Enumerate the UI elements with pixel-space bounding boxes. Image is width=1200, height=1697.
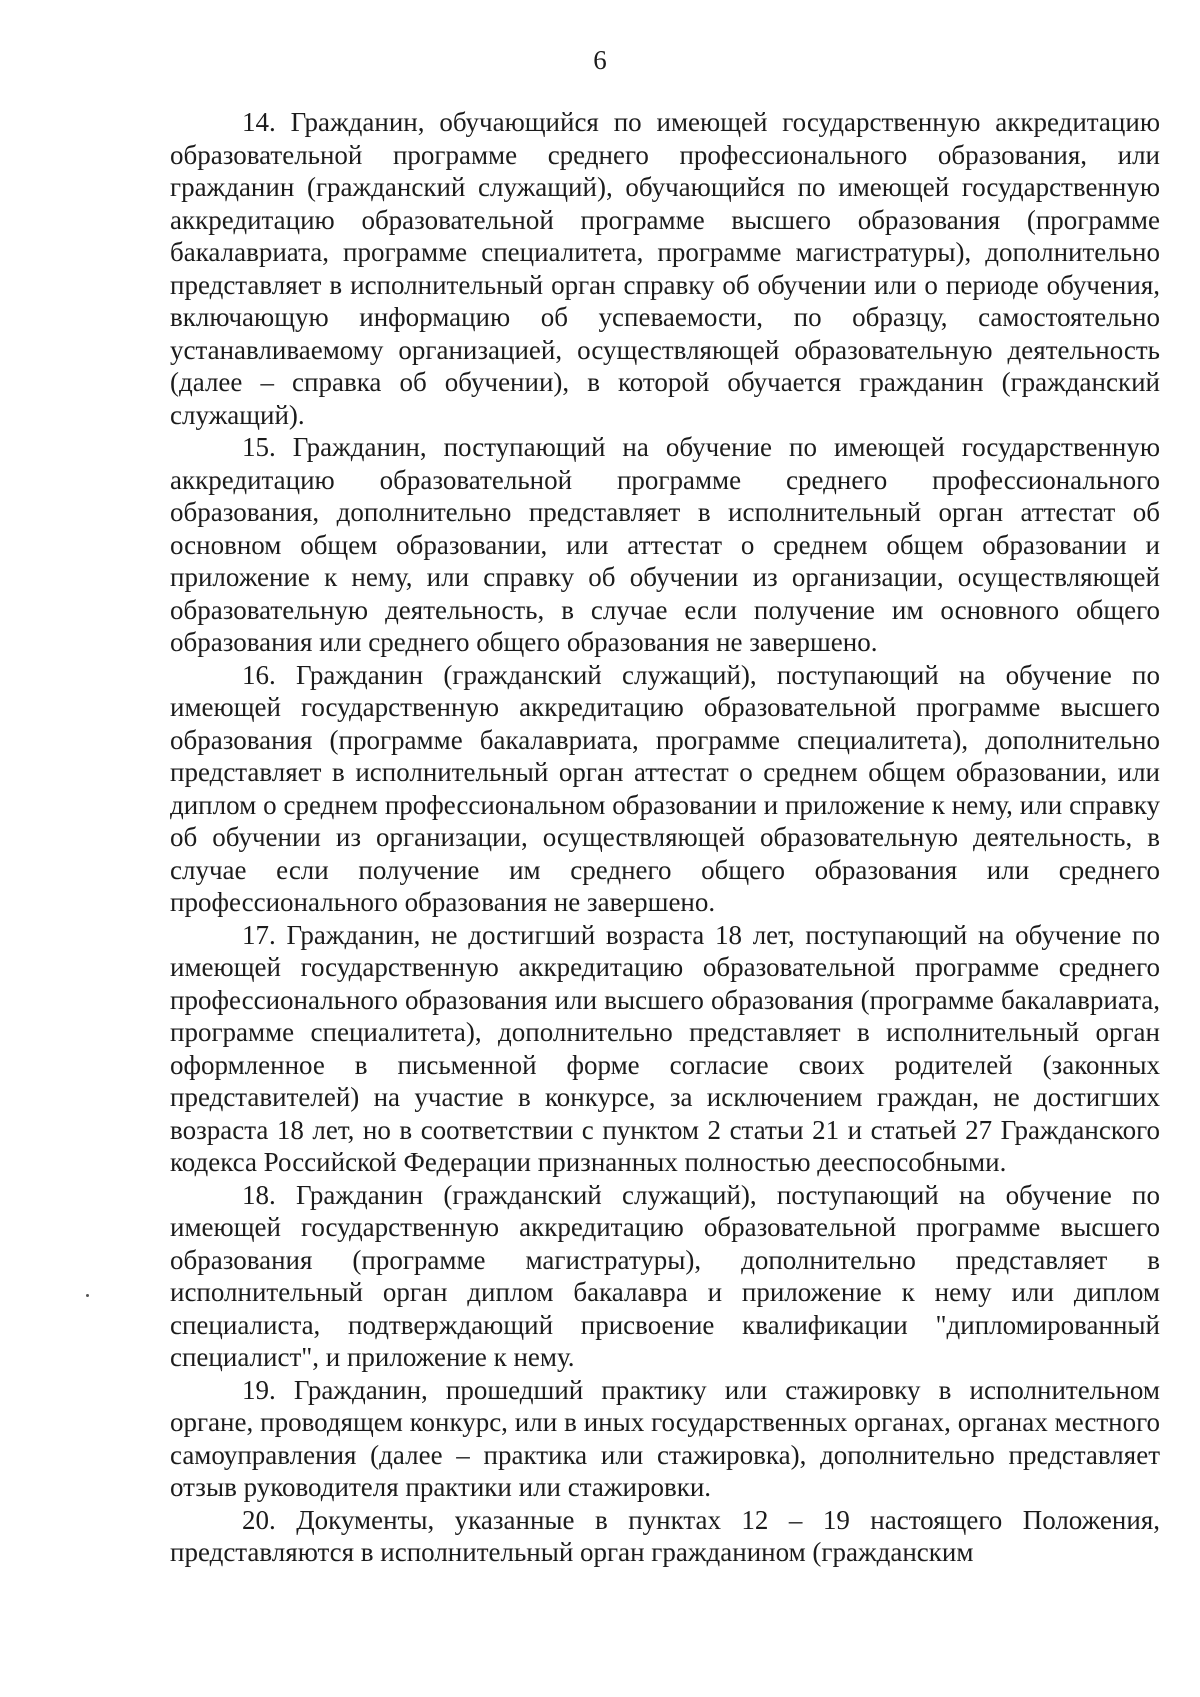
paragraph-17: 17. Гражданин, не достигший возраста 18 лет, поступающий на обучение по имеющей государственную аккредитацию образовательной программе среднего профессионального образования или высшего образования (программе бакалавриата, программе специалитета), дополнительно представляет в исполнительный орган оформленное в письменной форме согласие своих родителей (законных представителей) на участие в конкурсе, за исключением граждан, не достигших возраста 18 лет, но в соответствии с пунктом 2 статьи 21 и статьей 27 Гражданского кодекса Российской Федерации признанных полностью дееспособными. (170, 919, 1160, 1177)
paragraph-14: 14. Гражданин, обучающийся по имеющей государственную аккредитацию образовательной программе среднего профессионального образования, или гражданин (гражданский служащий), обучающийся по имеющей государственную аккредитацию образовательной программе высшего образования (программе бакалавриата, программе специалитета, программе магистратуры), дополнительно представляет в исполнительный орган справку об обучении или о периоде обучения, включающую информацию об успеваемости, по образцу, самостоятельно устанавливаемому организацией, осуществляющей образовательную деятельность (далее – справка об обучении), в которой обучается гражданин (гражданский служащий). (170, 107, 1160, 430)
scan-artifact-dot (86, 1294, 89, 1297)
paragraph-19: 19. Гражданин, прошедший практику или стажировку в исполнительном органе, проводящем конкурс, или в иных государственных органах, органах местного самоуправления (далее – практика или стажировка), дополнительно представляет отзыв руководителя практики или стажировки. (170, 1374, 1160, 1502)
paragraph-20: 20. Документы, указанные в пунктах 12 – 19 настоящего Положения, представляются в исполнительный орган гражданином (гражданским (170, 1504, 1160, 1567)
page-number: 6 (593, 45, 607, 75)
paragraph-15: 15. Гражданин, поступающий на обучение по имеющей государственную аккредитацию образовательной программе среднего профессионального образования, дополнительно представляет в исполнительный орган аттестат об основном общем образовании, или аттестат о среднем общем образовании и приложение к нему, или справку об обучении из организации, осуществляющей образовательную деятельность, в случае если получение им основного общего образования или среднего общего образования не завершено. (170, 432, 1160, 657)
document-body (170, 106, 1160, 1569)
paragraph-16: 16. Гражданин (гражданский служащий), поступающий на обучение по имеющей государственную аккредитацию образовательной программе высшего образования (программе бакалавриата, программе специалитета), дополнительно представляет в исполнительный орган аттестат о среднем общем образовании, или диплом о среднем профессиональном образовании и приложение к нему, или справку об обучении из организации, осуществляющей образовательную деятельность, в случае если получение им среднего общего образования или среднего профессионального образования не завершено. (170, 659, 1160, 917)
paragraph-18: 18. Гражданин (гражданский служащий), поступающий на обучение по имеющей государственную аккредитацию образовательной программе высшего образования (программе магистратуры), дополнительно представляет в исполнительный орган диплом бакалавра и приложение к нему или диплом специалиста, подтверждающий присвоение квалификации "дипломированный специалист", и приложение к нему. (170, 1179, 1160, 1372)
